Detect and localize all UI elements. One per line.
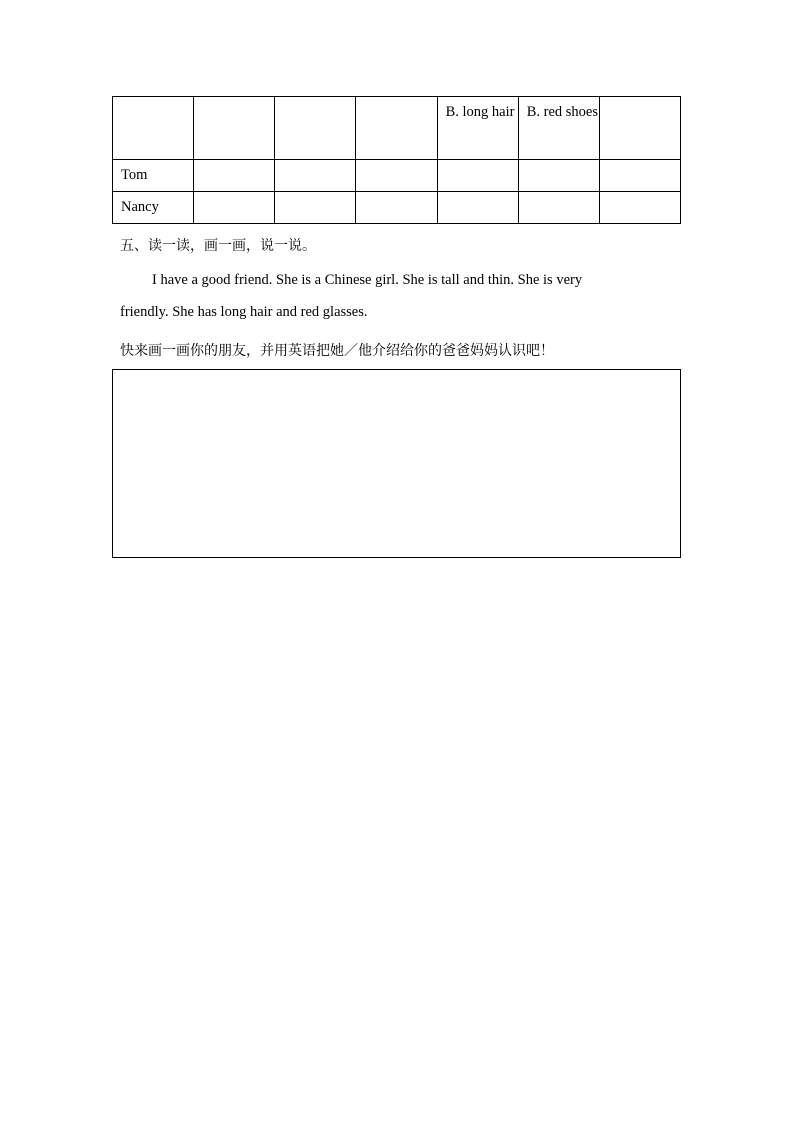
table-cell [194,192,275,224]
table-cell: Nancy [113,192,194,224]
instruction-text: 快来画一画你的朋友，并用英语把她／他介绍给你的爸爸妈妈认识吧！ [120,343,554,359]
paragraph-line: friendly. She has long hair and red glasses. [120,304,368,320]
table-cell [437,192,518,224]
table-header-row [113,97,681,160]
table-cell [275,192,356,224]
table-cell [599,192,680,224]
table-cell [518,160,599,192]
table-cell [599,160,680,192]
drawing-box[interactable] [112,369,681,558]
table-cell: Tom [113,160,194,192]
table-cell: B. long hair [437,97,518,160]
table-cell [275,160,356,192]
section-heading: 五、读一读，画一画，说一说。 [120,238,316,254]
table-cell [356,160,437,192]
table-cell [599,97,680,160]
table-cell [518,192,599,224]
table-row [113,192,681,224]
table-row [113,160,681,192]
table-cell [437,160,518,192]
paragraph-line: I have a good friend. She is a Chinese girl. She is tall and thin. She is very [152,272,583,288]
comparison-table [112,96,681,224]
table-cell [113,97,194,160]
table-cell [194,97,275,160]
table-cell [194,160,275,192]
table-cell [356,97,437,160]
table-cell [356,192,437,224]
table-cell: B. red shoes [518,97,599,160]
table-cell [275,97,356,160]
